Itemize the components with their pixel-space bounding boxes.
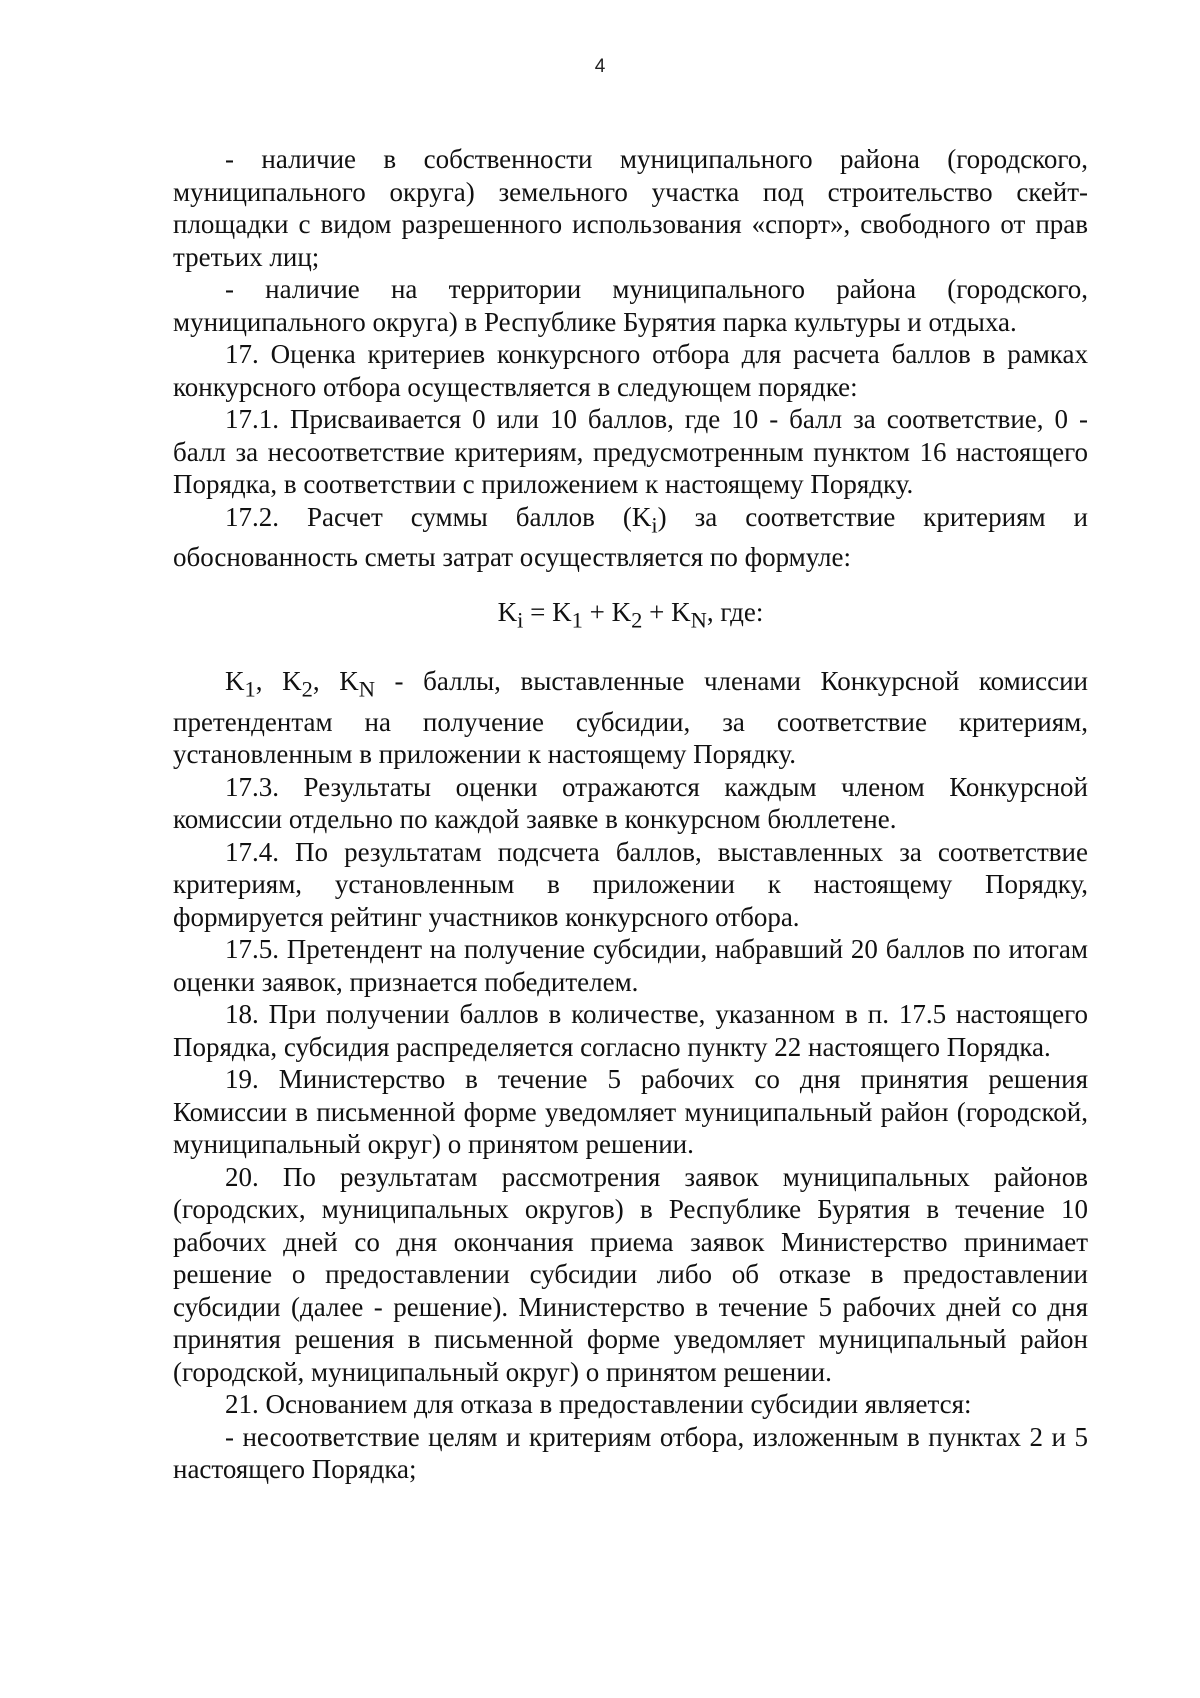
kdef-sub-n: N [358, 676, 375, 702]
kdef-k1: K [225, 665, 245, 696]
document-body [173, 143, 1088, 1486]
formula-sub-2: 2 [631, 607, 643, 633]
formula-k2: K [611, 596, 632, 627]
formula-k-total: K [497, 596, 518, 627]
formula-sub-n: N [690, 607, 707, 633]
kdef-sub-1: 1 [244, 676, 256, 702]
formula-plus-1: + [582, 596, 612, 627]
paragraph-18: 18. При получении баллов в количестве, указанном в п. 17.5 настоящего Порядка, субсидия распределяется согласно пункту 22 настоящего Порядка. [173, 999, 1088, 1062]
paragraph-17: 17. Оценка критериев конкурсного отбора для расчета баллов в рамках конкурсного отбора осуществляется в следующем порядке: [173, 339, 1088, 402]
formula-tail: , где: [706, 596, 764, 627]
kdef-kn: K [339, 665, 359, 696]
p17-2-subscript-i: i [651, 511, 658, 537]
paragraph-20: 20. По результатам рассмотрения заявок муниципальных районов (городских, муниципальных округов) в Республике Бурятия в течение 10 рабочих дней со дня окончания приема заявок Министерство принимает решение о предоставлении субсидии либо об отказе в предоставлении субсидии (далее - решение). Министерство в течение 5 рабочих дней со дня принятия решения в письменной форме уведомляет муниципальный район (городской, муниципальный округ) о принятом решении. [173, 1161, 1088, 1387]
kdef-text: - баллы, выставленные членами Конкурсной комиссии претендентам на получение субсидии, за соответствие критериям, установленным в приложении к настоящему Порядку. [173, 665, 1088, 770]
paragraph-17-3: 17.3. Результаты оценки отражаются каждым членом Конкурсной комиссии отдельно по каждой заявке в конкурсном бюллетене. [173, 771, 1088, 835]
paragraph-17-5: 17.5. Претендент на получение субсидии, набравший 20 баллов по итогам оценки заявок, признается победителем. [173, 934, 1088, 997]
kdef-sub-2: 2 [301, 676, 313, 702]
paragraph-17-1: 17.1. Присваивается 0 или 10 баллов, где 10 - балл за соответствие, 0 - балл за несоответствие критериям, предусмотренным пунктом 16 настоящего Порядка, в соответствии с приложением к настоящему Порядку. [173, 404, 1088, 499]
paragraph-land-plot: - наличие в собственности муниципального района (городского, муниципального округа) земельного участка под строительство скейт-площадки с видом разрешенного использования «спорт», свободного от прав третьих лиц; [173, 144, 1088, 272]
formula-kn: K [671, 596, 691, 627]
paragraph-17-4: 17.4. По результатам подсчета баллов, выставленных за соответствие критериям, установленным в приложении к настоящему Порядку, формируется рейтинг участников конкурсного отбора. [173, 836, 1088, 932]
p17-2-after: ) за соответствие критериям и обоснованность сметы затрат осуществляется по формуле: [173, 501, 1088, 573]
p17-2-before: 17.2. Расчет суммы баллов (K [225, 501, 652, 532]
paragraph-21: 21. Основанием для отказа в предоставлении субсидии является: [225, 1389, 972, 1420]
paragraph-17-2 [173, 501, 1088, 574]
paragraph-park: - наличие на территории муниципального района (городского, муниципального округа) в Республике Бурятия парка культуры и отдыха. [173, 274, 1088, 337]
formula-sub-1: 1 [571, 607, 583, 633]
kdef-k2: K [282, 665, 302, 696]
paragraph-19: 19. Министерство в течение 5 рабочих со дня принятия решения Комиссии в письменной форме уведомляет муниципальный район (городской, муниципальный округ) о принятом решении. [173, 1064, 1088, 1160]
formula-sub-i: i [517, 607, 524, 633]
paragraph-21-item: - несоответствие целям и критериям отбора, изложенным в пунктах 2 и 5 настоящего Порядка; [173, 1421, 1088, 1485]
formula-equals: = [523, 596, 553, 627]
kdef-sep-1: , [255, 665, 283, 696]
formula-k1: K [552, 596, 572, 627]
formula-plus-2: + [642, 596, 672, 627]
formula [173, 596, 1088, 637]
page-number: 4 [594, 56, 606, 77]
paragraph-k-definition [173, 665, 1088, 771]
kdef-sep-2: , [312, 665, 340, 696]
